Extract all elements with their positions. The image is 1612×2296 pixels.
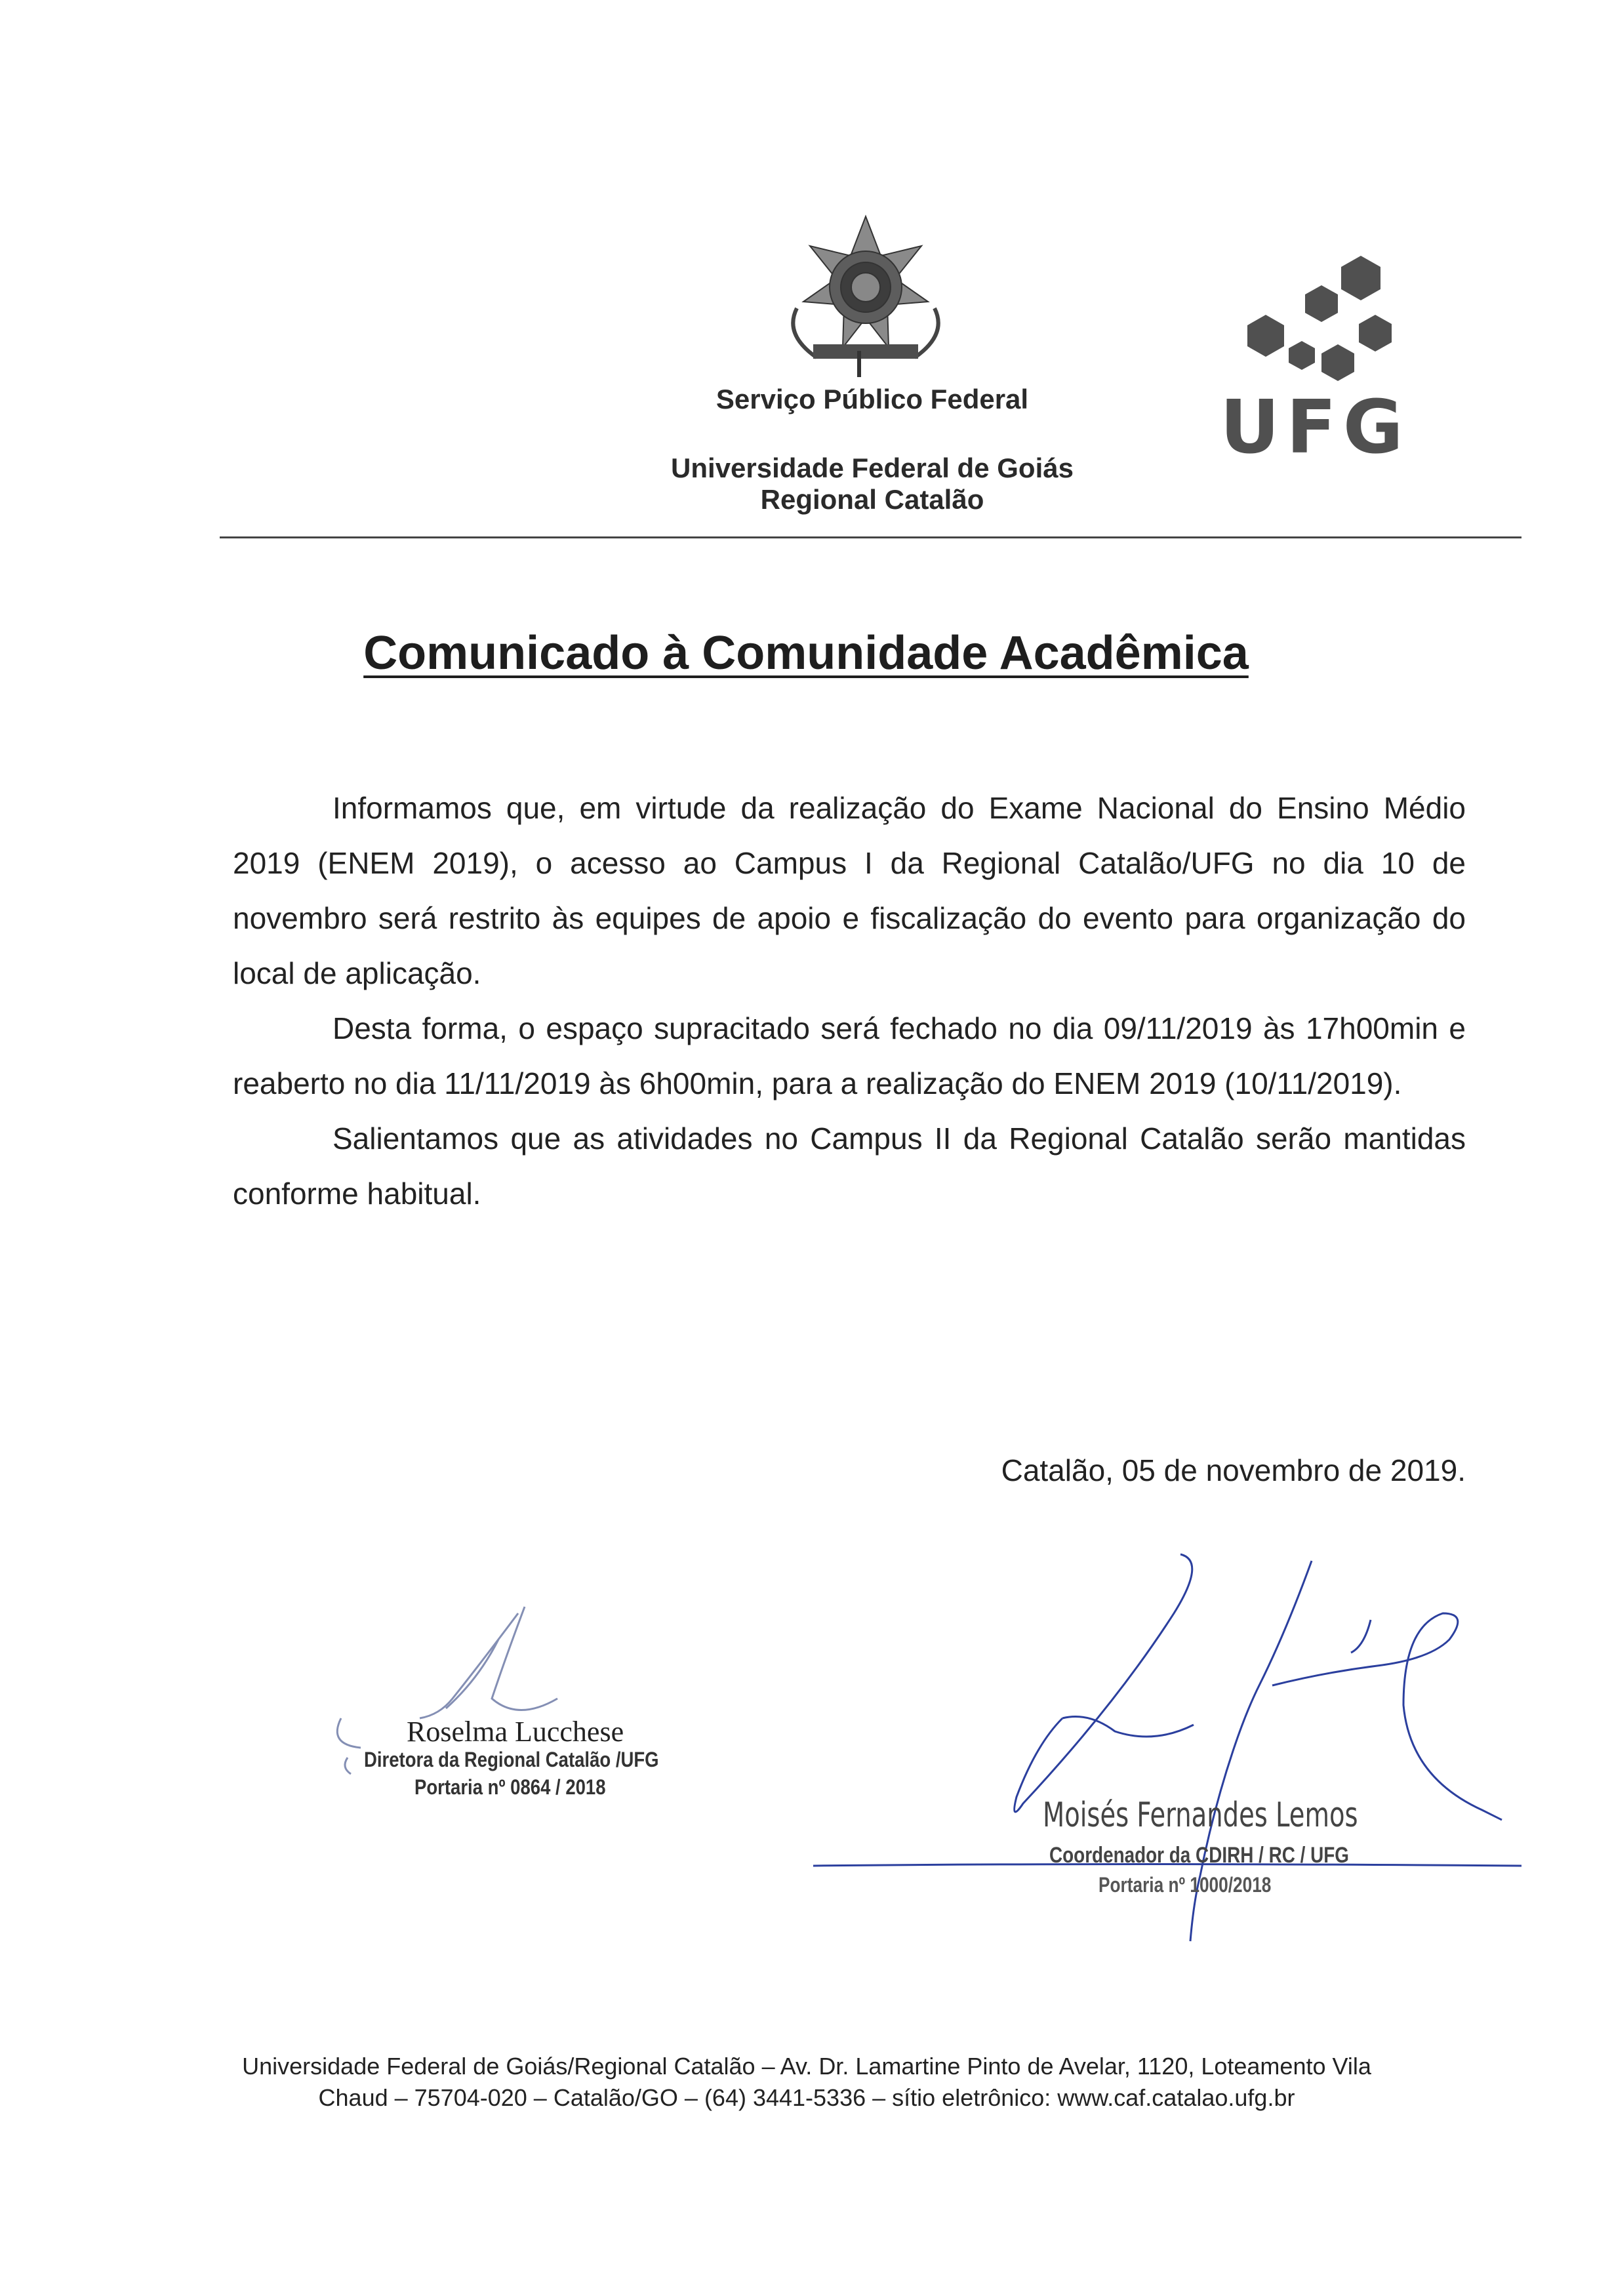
- document-title: Comunicado à Comunidade Acadêmica: [363, 627, 1249, 679]
- signer-2-portaria: Portaria nº 1000/2018: [1098, 1873, 1272, 1897]
- document-body: [233, 780, 1466, 1221]
- header-divider: [220, 536, 1521, 538]
- ufg-logo-text: UFG: [1220, 385, 1410, 459]
- signer-2-role: Coordenador da CDIRH / RC / UFG: [1049, 1843, 1349, 1868]
- footer-address: [197, 2051, 1417, 2114]
- body-paragraph: Informamos que, em virtude da realização do Exame Nacional do Ensino Médio 2019 (ENEM 2019), o acesso ao Campus I da Regional Catalão/UFG no dia 10 de novembro será restrito às equipes de apoio e fiscalização do evento para organização do local de aplicação.: [233, 791, 1466, 990]
- header-regional-line: Regional Catalão: [760, 484, 984, 515]
- header-university-line: Universidade Federal de Goiás: [671, 453, 1074, 483]
- body-paragraph: Desta forma, o espaço supracitado será fechado no dia 09/11/2019 às 17h00min e reaberto no dia 11/11/2019 às 6h00min, para a realização do ENEM 2019 (10/11/2019).: [233, 1011, 1466, 1100]
- signer-1-portaria: Portaria nº 0864 / 2018: [414, 1775, 606, 1799]
- body-paragraph: Salientamos que as atividades no Campus II da Regional Catalão serão mantidas conforme habitual.: [233, 1121, 1466, 1211]
- handwritten-signature-2: [787, 1535, 1535, 1994]
- footer-line-2: Chaud – 75704-020 – Catalão/GO – (64) 3441-5336 – sítio eletrônico: www.caf.catalao.ufg.br: [318, 2084, 1295, 2111]
- signer-1-role: Diretora da Regional Catalão /UFG: [364, 1748, 659, 1771]
- signer-1-name: Roselma Lucchese: [407, 1716, 624, 1748]
- ufg-logo-icon: [1220, 249, 1410, 459]
- date-line: Catalão, 05 de novembro de 2019.: [1001, 1453, 1466, 1487]
- header-service-line: Serviço Público Federal: [715, 384, 1029, 414]
- coat-of-arms-icon: [771, 210, 961, 380]
- footer-line-1: Universidade Federal de Goiás/Regional Catalão – Av. Dr. Lamartine Pinto de Avelar, 1120, Loteamento Vila: [242, 2053, 1371, 2080]
- signer-2-name: Moisés Fernandes Lemos: [1043, 1796, 1358, 1835]
